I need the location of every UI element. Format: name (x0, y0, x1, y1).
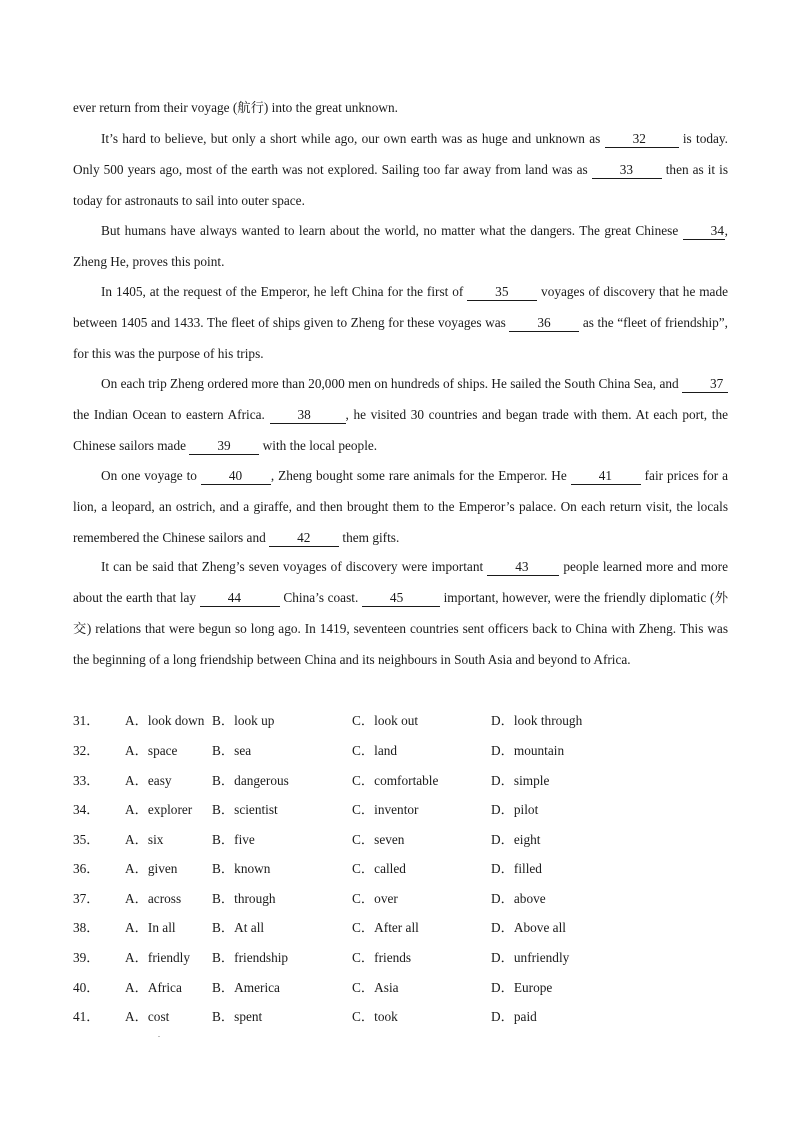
passage-text: In 1405, at the request of the Emperor, he left China for the first of (101, 284, 464, 299)
option-a: A．friendly (125, 950, 190, 965)
option-d: D．unfriendly (491, 950, 570, 965)
question-row (73, 978, 733, 998)
question-number: 34． (73, 802, 100, 817)
blank-44: 44 (200, 590, 280, 607)
passage-text: important, however, were the friendly diplomatic (外交) relations that were begun so long ago. In 1419, seventeen countries sent officers back to China with Zheng. This was the beginning of a long friendship between China and its neighbours in South Asia and beyond to Africa. (73, 590, 729, 667)
option-b: B．spent (212, 1009, 263, 1024)
passage-paragraph-2 (73, 215, 728, 277)
question-row (73, 859, 733, 879)
passage-text: people learned more and more about the earth that lay (73, 559, 729, 605)
option-a: A．across (125, 891, 182, 906)
option-d: D．paid (491, 1009, 537, 1024)
passage-text: China’s coast. (283, 590, 359, 605)
passage-paragraph-6 (73, 551, 728, 675)
blank-45: 45 (362, 590, 440, 607)
blank-42: 42 (269, 530, 339, 547)
option-d: D．mountain (491, 743, 565, 758)
passage-text: On one voyage to (101, 468, 197, 483)
option-b: B．America (212, 980, 280, 995)
question-row (73, 771, 733, 791)
question-row (73, 741, 733, 761)
question-row (73, 948, 733, 968)
option-c: C．took (352, 1009, 398, 1024)
question-number: 38． (73, 920, 100, 935)
option-b: B．look up (212, 713, 275, 728)
blank-41: 41 (571, 468, 641, 485)
passage-text: ever return from their voyage (航行) into the great unknown. (73, 100, 398, 115)
passage-paragraph-3 (73, 276, 728, 369)
option-d: D．pilot (491, 802, 539, 817)
option-d: D．above (491, 891, 546, 906)
option-c: C．friends (352, 950, 412, 965)
option-c: C．inventor (352, 802, 419, 817)
passage-text: , Zheng He, proves this point. (73, 223, 728, 269)
question-number: 40． (73, 980, 100, 995)
question-number: 32． (73, 743, 100, 758)
option-c: C．land (352, 743, 398, 758)
option-d: D．Europe (491, 980, 553, 995)
passage-paragraph-1 (73, 123, 728, 216)
question-number: 35． (73, 832, 100, 847)
question-row (73, 830, 733, 850)
option-c: C．look out (352, 713, 419, 728)
blank-39: 39 (189, 438, 259, 455)
option-a: A．six (125, 832, 164, 847)
passage-text: It can be said that Zheng’s seven voyages of discovery were important (101, 559, 484, 574)
blank-40: 40 (201, 468, 271, 485)
passage-text: as the “fleet of friendship”, for this was the purpose of his trips. (73, 315, 729, 361)
option-d: D．filled (491, 861, 542, 876)
passage-paragraph-5 (73, 460, 728, 553)
question-number: 37． (73, 891, 100, 906)
option-b: B．sea (212, 743, 252, 758)
blank-38: 38 (270, 407, 346, 424)
question-row (73, 889, 733, 909)
option-c: C．seven (352, 832, 405, 847)
option-a: A．explorer (125, 802, 193, 817)
question-number: 39． (73, 950, 100, 965)
passage-text: fair prices for a lion, a leopard, an ostrich, and a giraffe, and then brought them to the Emperor’s palace. On each return visit, the locals remembered the Chinese sailors and (73, 468, 728, 545)
blank-43: 43 (487, 559, 559, 576)
passage-text: then as it is today for astronauts to sail into outer space. (73, 162, 729, 208)
option-a: A．cost (125, 1009, 170, 1024)
option-d: D．Above all (491, 920, 566, 935)
passage-text: On each trip Zheng ordered more than 20,000 men on hundreds of ships. He sailed the South China Sea, and (101, 376, 679, 391)
option-a: A．look down (125, 713, 205, 728)
option-a: A．In all (125, 920, 176, 935)
passage-text: the Indian Ocean to eastern Africa. (73, 407, 265, 422)
passage-text: , Zheng bought some rare animals for the Emperor. He (270, 468, 567, 483)
option-a: A．space (125, 743, 178, 758)
question-number: 41． (73, 1009, 100, 1024)
blank-36: 36 (509, 315, 579, 332)
option-d: D．simple (491, 773, 550, 788)
option-b: B．through (212, 891, 276, 906)
option-b: B．five (212, 832, 255, 847)
option-d: D．eight (491, 832, 541, 847)
blank-32: 32 (605, 131, 679, 148)
blank-33: 33 (592, 162, 662, 179)
question-number: 31． (73, 713, 100, 728)
option-a: A．easy (125, 773, 172, 788)
scan-speck (158, 1036, 160, 1037)
passage-text: , he visited 30 countries and began trade with them. At each port, the Chinese sailors made (73, 407, 729, 453)
passage-text: is today. Only 500 years ago, most of the earth was not explored. Sailing too far away from land was as (73, 131, 729, 177)
option-b: B．known (212, 861, 271, 876)
option-b: B．At all (212, 920, 265, 935)
passage-paragraph-0 (73, 92, 728, 123)
passage-text: But humans have always wanted to learn about the world, no matter what the dangers. The great Chinese (101, 223, 679, 238)
option-a: A．Africa (125, 980, 182, 995)
question-number: 33． (73, 773, 100, 788)
option-c: C．Asia (352, 980, 399, 995)
option-c: C．called (352, 861, 406, 876)
option-c: C．comfortable (352, 773, 439, 788)
option-b: B．scientist (212, 802, 278, 817)
option-d: D．look through (491, 713, 583, 728)
option-c: C．After all (352, 920, 419, 935)
option-b: B．friendship (212, 950, 289, 965)
passage-paragraph-4 (73, 368, 728, 461)
option-b: B．dangerous (212, 773, 289, 788)
passage-text: voyages of discovery that he made between 1405 and 1433. The fleet of ships given to Zheng for these voyages was (73, 284, 729, 330)
blank-34: 34 (683, 223, 725, 240)
passage-text: them gifts. (342, 530, 400, 545)
question-row (73, 1007, 733, 1027)
question-row (73, 800, 733, 820)
option-a: A．given (125, 861, 178, 876)
question-row (73, 918, 733, 938)
blank-35: 35 (467, 284, 537, 301)
option-c: C．over (352, 891, 398, 906)
passage-text: It’s hard to believe, but only a short while ago, our own earth was as huge and unknown as (101, 131, 601, 146)
blank-37: 37 (682, 376, 728, 393)
passage-text: with the local people. (262, 438, 378, 453)
question-number: 36． (73, 861, 100, 876)
question-row (73, 711, 733, 731)
